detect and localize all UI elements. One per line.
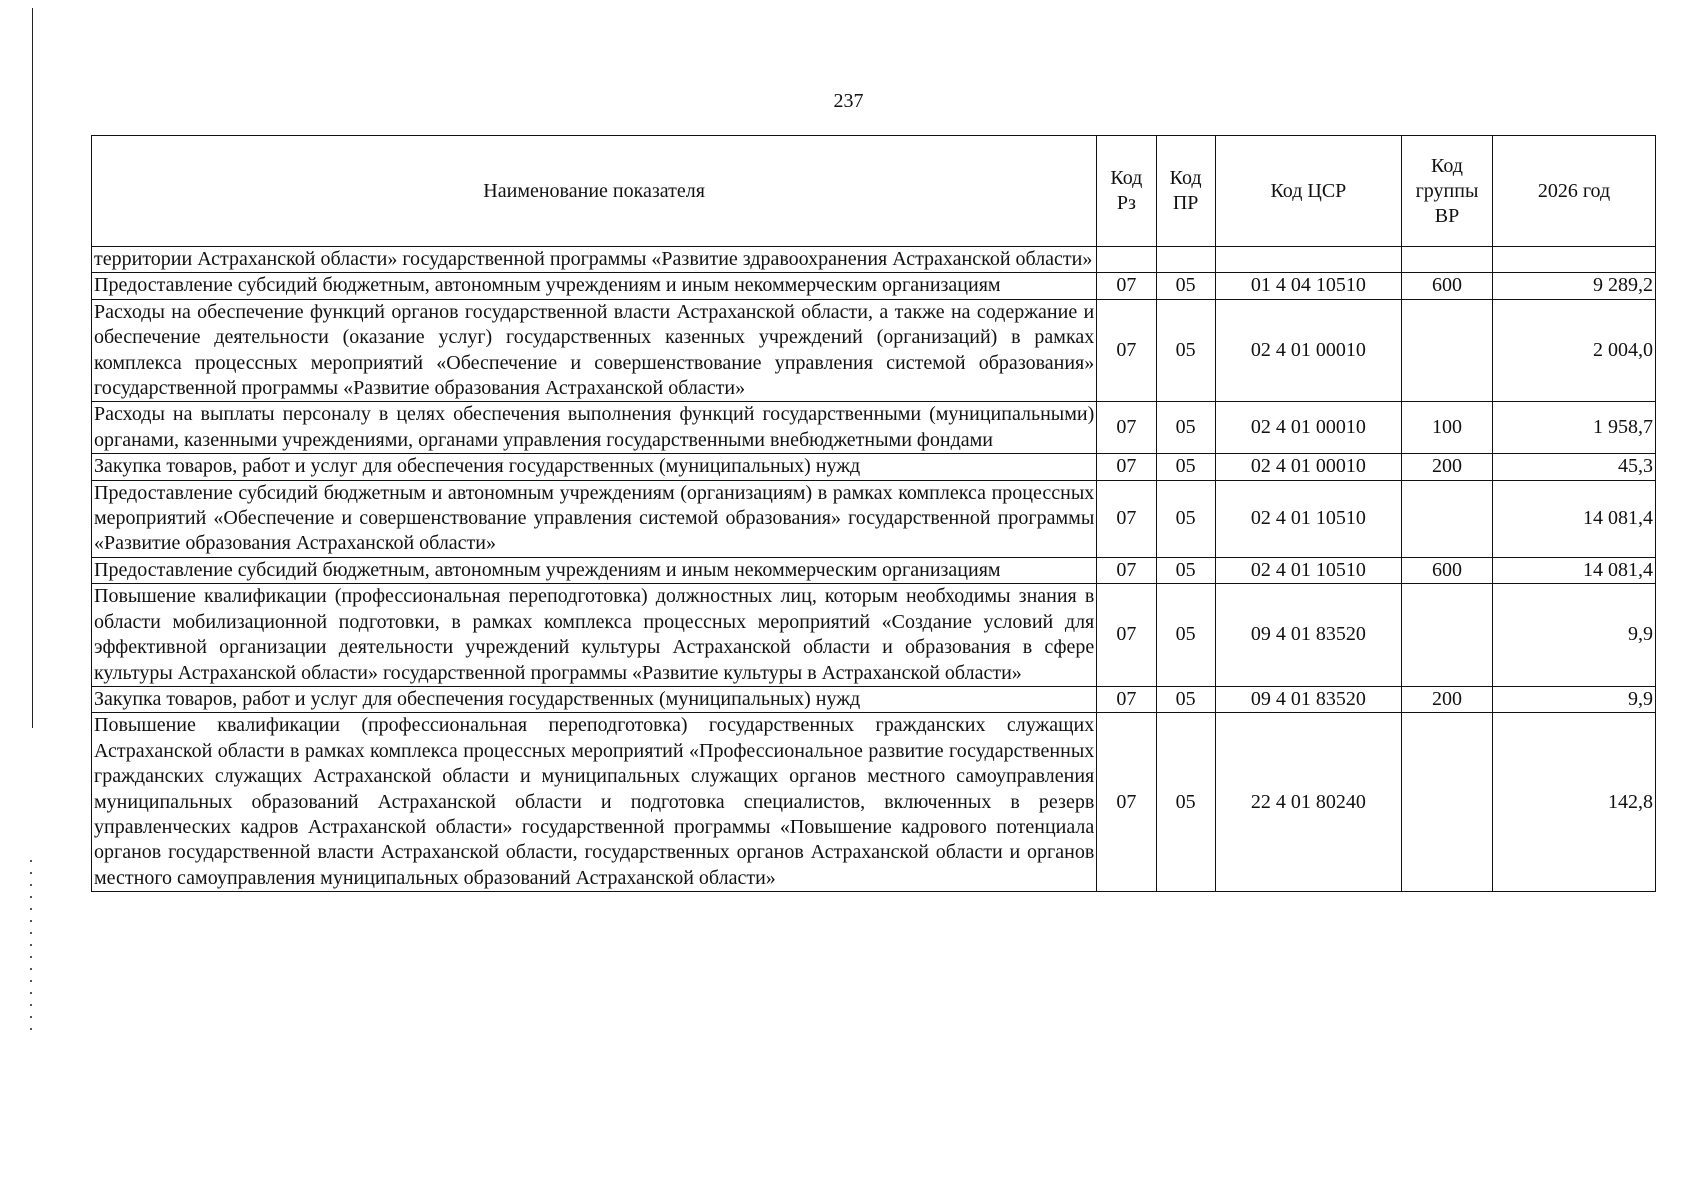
table-row xyxy=(92,686,1656,712)
table-row xyxy=(92,402,1656,454)
row-pr: 05 xyxy=(1156,584,1215,687)
row-amount: 9,9 xyxy=(1493,584,1656,687)
row-pr: 05 xyxy=(1156,686,1215,712)
row-pr: 05 xyxy=(1156,299,1215,402)
row-rz: 07 xyxy=(1097,584,1156,687)
row-vr: 600 xyxy=(1402,557,1493,583)
row-name: Расходы на обеспечение функций органов государственной власти Астраханской области, а также на содержание и обеспечение деятельности (оказание услуг) государственных казенных учреждений (организаций) в рамках комплекса процессных мероприятий «Обеспечение и совершенствование управления системой образования» государственной программы «Развитие образования Астраханской области» xyxy=(92,299,1097,402)
row-csr: 09 4 01 83520 xyxy=(1215,686,1401,712)
row-vr xyxy=(1402,713,1493,892)
row-csr: 02 4 01 00010 xyxy=(1215,454,1401,480)
row-csr: 02 4 01 00010 xyxy=(1215,402,1401,454)
table-header-row xyxy=(92,136,1656,247)
budget-table xyxy=(91,135,1656,892)
table-row xyxy=(92,557,1656,583)
row-name: Повышение квалификации (профессиональная переподготовка) государственных гражданских служащих Астраханской области в рамках комплекса процессных мероприятий «Профессиональное развитие государственных гражданских служащих Астраханской области и муниципальных служащих органов местного самоуправления муниципальных образований Астраханской области и подготовка специалистов, включенных в резерв управленческих кадров Астраханской области» государственной программы «Повышение кадрового потенциала органов государственной власти Астраханской области, государственных органов Астраханской области и органов местного самоуправления муниципальных образований Астраханской области» xyxy=(92,713,1097,892)
row-rz xyxy=(1097,247,1156,273)
row-vr xyxy=(1402,480,1493,557)
row-amount: 14 081,4 xyxy=(1493,557,1656,583)
row-name: территории Астраханской области» государственной программы «Развитие здравоохранения Астраханской области» xyxy=(92,247,1097,273)
page-number: 237 xyxy=(833,90,864,112)
table-body xyxy=(92,247,1656,892)
row-rz: 07 xyxy=(1097,686,1156,712)
row-amount: 142,8 xyxy=(1493,713,1656,892)
row-csr: 02 4 01 10510 xyxy=(1215,480,1401,557)
row-vr: 200 xyxy=(1402,454,1493,480)
table-row xyxy=(92,713,1656,892)
header-csr: Код ЦСР xyxy=(1215,136,1401,247)
row-name: Предоставление субсидий бюджетным и автономным учреждениям (организациям) в рамках комплекса процессных мероприятий «Обеспечение и совершенствование управления системой образования» государственной программы «Развитие образования Астраханской области» xyxy=(92,480,1097,557)
row-rz: 07 xyxy=(1097,480,1156,557)
row-amount: 2 004,0 xyxy=(1493,299,1656,402)
row-vr: 600 xyxy=(1402,273,1493,299)
row-csr xyxy=(1215,247,1401,273)
table-row xyxy=(92,454,1656,480)
header-rz: Код Рз xyxy=(1097,136,1156,247)
table-row xyxy=(92,299,1656,402)
row-csr: 22 4 01 80240 xyxy=(1215,713,1401,892)
row-amount: 1 958,7 xyxy=(1493,402,1656,454)
row-amount: 14 081,4 xyxy=(1493,480,1656,557)
row-pr: 05 xyxy=(1156,273,1215,299)
table-row xyxy=(92,584,1656,687)
row-amount: 45,3 xyxy=(1493,454,1656,480)
row-name: Расходы на выплаты персоналу в целях обеспечения выполнения функций государственными (муниципальными) органами, казенными учреждениями, органами управления государственными внебюджетными фондами xyxy=(92,402,1097,454)
row-vr xyxy=(1402,584,1493,687)
row-pr: 05 xyxy=(1156,713,1215,892)
table-row xyxy=(92,247,1656,273)
row-pr: 05 xyxy=(1156,480,1215,557)
header-year: 2026 год xyxy=(1493,136,1656,247)
row-csr: 02 4 01 00010 xyxy=(1215,299,1401,402)
binding-margin-ticks xyxy=(30,860,32,1040)
row-csr: 09 4 01 83520 xyxy=(1215,584,1401,687)
row-rz: 07 xyxy=(1097,557,1156,583)
row-name: Предоставление субсидий бюджетным, автономным учреждениям и иным некоммерческим организациям xyxy=(92,557,1097,583)
table-row xyxy=(92,273,1656,299)
binding-margin-line xyxy=(32,8,33,728)
row-amount: 9 289,2 xyxy=(1493,273,1656,299)
row-amount: 9,9 xyxy=(1493,686,1656,712)
row-rz: 07 xyxy=(1097,299,1156,402)
table-row xyxy=(92,480,1656,557)
row-csr: 01 4 04 10510 xyxy=(1215,273,1401,299)
row-name: Повышение квалификации (профессиональная переподготовка) должностных лиц, которым необходимы знания в области мобилизационной подготовки, в рамках комплекса процессных мероприятий «Создание условий для эффективной организации деятельности учреждений культуры Астраханской области и образования в сфере культуры Астраханской области» государственной программы «Развитие культуры в Астраханской области» xyxy=(92,584,1097,687)
row-vr xyxy=(1402,299,1493,402)
row-pr: 05 xyxy=(1156,454,1215,480)
header-pr: Код ПР xyxy=(1156,136,1215,247)
row-name: Закупка товаров, работ и услуг для обеспечения государственных (муниципальных) нужд xyxy=(92,686,1097,712)
row-pr: 05 xyxy=(1156,402,1215,454)
row-amount xyxy=(1493,247,1656,273)
row-rz: 07 xyxy=(1097,402,1156,454)
row-rz: 07 xyxy=(1097,713,1156,892)
row-vr: 200 xyxy=(1402,686,1493,712)
row-name: Закупка товаров, работ и услуг для обеспечения государственных (муниципальных) нужд xyxy=(92,454,1097,480)
row-csr: 02 4 01 10510 xyxy=(1215,557,1401,583)
header-vr: Код группы ВР xyxy=(1402,136,1493,247)
row-name: Предоставление субсидий бюджетным, автономным учреждениям и иным некоммерческим организациям xyxy=(92,273,1097,299)
row-vr xyxy=(1402,247,1493,273)
row-vr: 100 xyxy=(1402,402,1493,454)
row-rz: 07 xyxy=(1097,273,1156,299)
row-pr: 05 xyxy=(1156,557,1215,583)
row-rz: 07 xyxy=(1097,454,1156,480)
row-pr xyxy=(1156,247,1215,273)
header-name: Наименование показателя xyxy=(92,136,1097,247)
